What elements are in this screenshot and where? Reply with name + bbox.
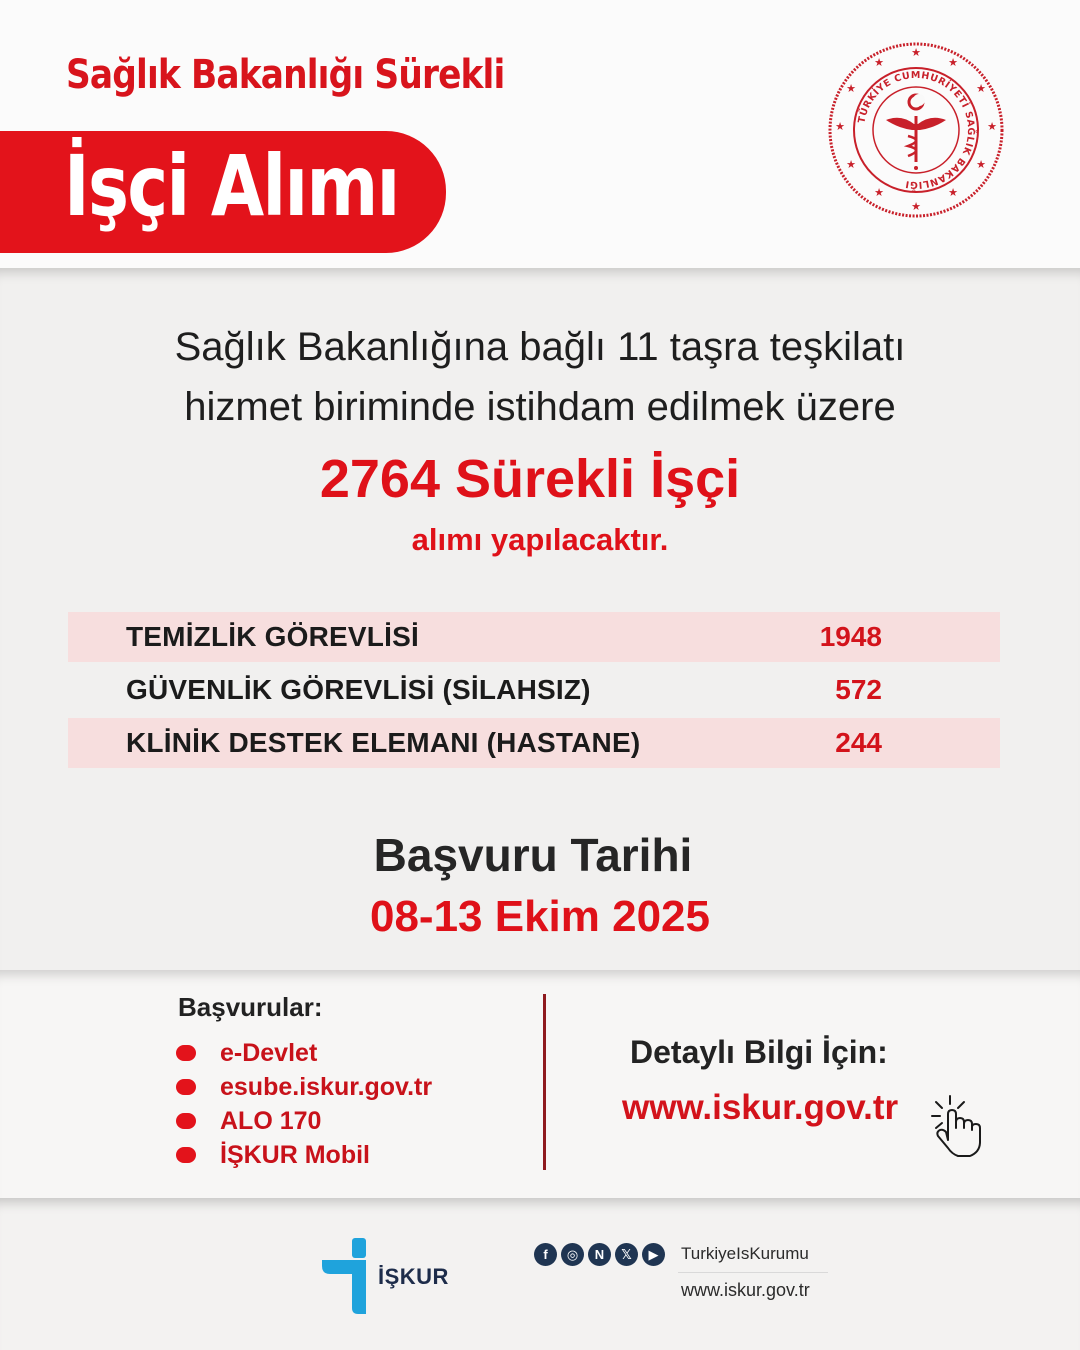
application-channel-label: ALO 170 [220,1106,322,1135]
application-channel-label: e-Devlet [220,1038,318,1067]
bullet-icon [176,1079,196,1095]
position-count: 1948 [819,621,882,652]
application-channel-label: İŞKUR Mobil [220,1140,370,1169]
applications-title: Başvurular: [178,992,323,1022]
intro-line-1: Sağlık Bakanlığına bağlı 11 taşra teşkilatı [174,325,906,369]
bullet-icon [176,1113,196,1129]
position-count: 572 [835,674,882,705]
svg-text:★: ★ [874,186,884,199]
application-channel [176,1036,432,1070]
x-icon[interactable]: 𝕏 [615,1243,638,1266]
svg-text:★: ★ [948,56,958,69]
bullet-icon [176,1147,196,1163]
svg-text:★: ★ [874,56,884,69]
intro-line-2: hizmet biriminde istihdam edilmek üzere [184,385,896,429]
info-section [0,970,1080,1198]
page-title: İşçi Alımı [64,137,399,235]
headline-subline: alımı yapılacaktır. [411,522,669,557]
instagram-icon[interactable]: ◎ [561,1243,584,1266]
footer-section [0,1198,1080,1350]
facebook-icon[interactable]: f [534,1243,557,1266]
svg-text:★: ★ [987,120,997,133]
application-channel [176,1070,432,1104]
svg-text:★: ★ [948,186,958,199]
svg-text:★: ★ [846,82,856,95]
application-date-label: Başvuru Tarihi [373,829,693,881]
svg-text:★: ★ [835,120,845,133]
details-title: Detaylı Bilgi İçin: [630,1034,888,1070]
svg-text:★: ★ [846,158,856,171]
application-channel-link[interactable]: esube.iskur.gov.tr [220,1072,433,1101]
bullet-icon [176,1045,196,1061]
header-kicker: Sağlık Bakanlığı Sürekli [66,52,505,98]
svg-text:★: ★ [911,46,921,59]
application-channel [176,1104,432,1138]
application-date-value: 08-13 Ekim 2025 [369,892,711,941]
applications-list [176,1036,432,1172]
positions-table [68,612,1000,768]
position-row [68,612,1000,662]
position-label: KLİNİK DESTEK ELEMANI (HASTANE) [126,727,641,758]
social-handle: TurkiyeIsKurumu [681,1244,809,1263]
position-row [68,662,1000,718]
social-links [534,1243,665,1266]
footer-divider [678,1272,828,1273]
ministry-of-health-seal-icon [826,40,1006,220]
position-row [68,718,1000,768]
vertical-divider [543,994,546,1170]
footer-website-link[interactable]: www.iskur.gov.tr [681,1280,810,1300]
nsosyal-icon[interactable]: N [588,1243,611,1266]
svg-text:★: ★ [976,82,986,95]
svg-text:TÜRKİYE CUMHURİYETİ SAĞLIK BAK: TÜRKİYE CUMHURİYETİ SAĞLIK BAKANLIĞI [856,69,977,191]
position-count: 244 [835,727,882,758]
position-label: TEMİZLİK GÖREVLİSİ [126,621,419,652]
position-label: GÜVENLİK GÖREVLİSİ (SİLAHSIZ) [126,674,591,705]
iskur-brand-text: İŞKUR [378,1264,449,1289]
svg-text:★: ★ [976,158,986,171]
svg-text:★: ★ [911,200,921,213]
youtube-icon[interactable]: ▶ [642,1243,665,1266]
details-link[interactable]: www.iskur.gov.tr [622,1088,899,1127]
headline-count: 2764 Sürekli İşçi [319,449,741,509]
pointing-hand-click-icon [928,1092,992,1160]
application-channel [176,1138,432,1172]
